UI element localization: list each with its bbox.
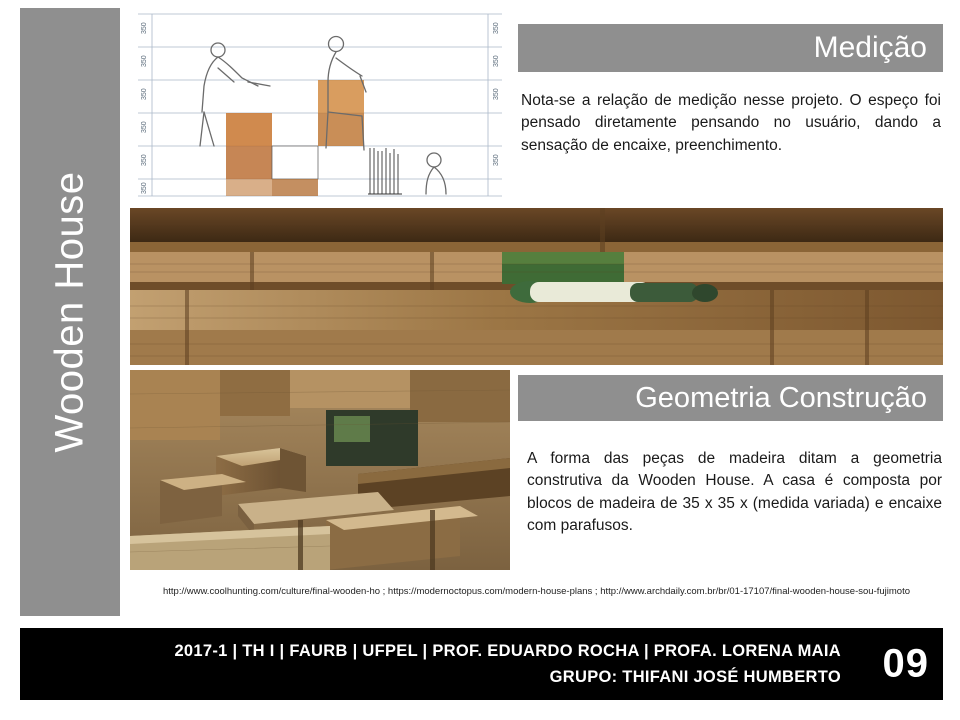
- dimension-label: 350: [493, 55, 500, 67]
- section-body-geometria: A forma das peças de madeira ditam a geometria construtiva da Wooden House. A casa é composta por blocos de madeira de 35 x 35 x (medida variada) e encaixe com parafusos.: [527, 450, 942, 535]
- sidebar-title-bar: [20, 8, 120, 616]
- section-heading-medicao: [518, 24, 943, 72]
- photo-wooden-beams-interior: [130, 208, 943, 365]
- dimension-label: 350: [141, 154, 148, 166]
- heading-geometria-text: Geometria Construção: [635, 381, 927, 414]
- dimension-label: 350: [141, 55, 148, 67]
- dimension-label: 350: [493, 154, 500, 166]
- page-number: 09: [882, 641, 929, 686]
- page-title: Wooden House: [47, 171, 92, 453]
- photo-wooden-blocks-steps: [130, 370, 510, 570]
- heading-medicao-text: Medição: [813, 31, 927, 64]
- section-heading-geometria: [518, 375, 943, 421]
- section-body-medicao: Nota-se a relação de medição nesse projeto. O espeço foi pensado diretamente pensando no usuário, dando a sensação de encaixe, preenchimento.: [521, 92, 941, 154]
- person-reclining: [510, 281, 718, 303]
- dimension-label: 350: [493, 22, 500, 34]
- photo-blocks-svg: [130, 370, 510, 570]
- photo-beams-svg: [130, 208, 943, 365]
- sources-credits: http://www.coolhunting.com/culture/final-wooden-ho ; https://modernoctopus.com/modern-house-plans ; http://www.archdaily.com.br/br/01-17107/final-wooden-house-sou-fujimoto: [162, 586, 910, 597]
- dimension-label: 350: [141, 182, 148, 194]
- dimension-label: 350: [493, 88, 500, 100]
- technical-drawing: [130, 8, 510, 203]
- footer-text-block: [20, 628, 855, 700]
- footer-group-line: GRUPO: THIFANI JOSÉ HUMBERTO: [549, 667, 841, 686]
- dimension-label: 350: [141, 88, 148, 100]
- footer-bar: [20, 628, 943, 700]
- dimension-label: 350: [141, 22, 148, 34]
- footer-course-line: 2017-1 | TH I | FAURB | UFPEL | PROF. EDUARDO ROCHA | PROFA. LORENA MAIA: [174, 641, 841, 660]
- dimension-label: 350: [141, 121, 148, 133]
- drawing-svg: [130, 8, 510, 203]
